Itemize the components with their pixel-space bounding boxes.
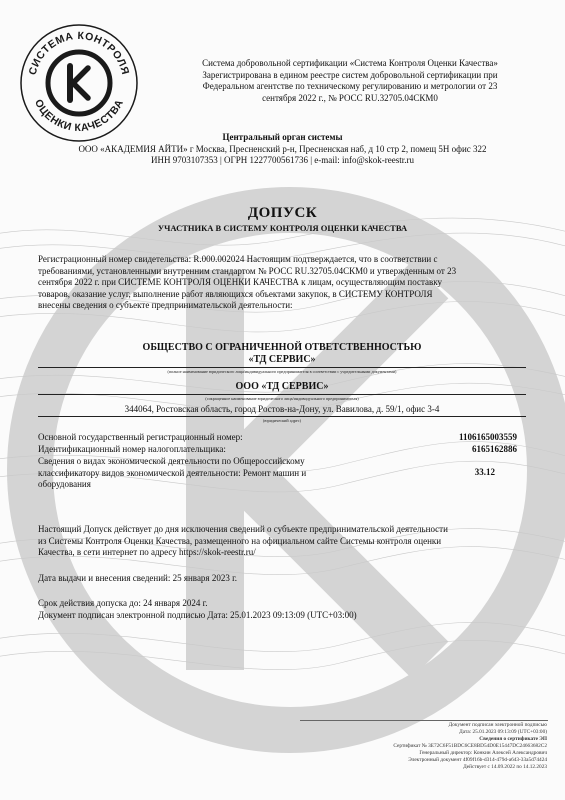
org-full-name-line: «ТД СЕРВИС» [248, 354, 316, 365]
esign-line: Документ подписан электронной подписью [448, 722, 547, 728]
system-registration-header [170, 58, 530, 104]
document-subtitle: УЧАСТНИКА В СИСТЕМУ КОНТРОЛЯ ОЦЕНКИ КАЧЕСТВА [157, 223, 408, 233]
okved-label-line: оборудования [38, 479, 91, 489]
document-title: ДОПУСК [247, 205, 318, 221]
organization-full-name [38, 342, 526, 366]
central-authority-address: ООО «АКАДЕМИЯ АЙТИ» г Москва, Пресненский р-н, Пресненская наб, д 10 стр 2, помещ 5Н офис 322 [78, 143, 487, 154]
statement-line: Регистрационный номер свидетельства: R.000.002024 Настоящим подтверждается, что в соответствии с [38, 254, 438, 264]
esign-heading: Сведения о сертификате ЭП [479, 736, 547, 742]
system-seal-logo [18, 22, 140, 144]
ogrn-value: 1106165003559 [458, 432, 517, 442]
statement-line: внесены сведения о субъекте предпринимательской деятельности: [38, 300, 293, 310]
signature-block-border [300, 720, 548, 721]
inn-label: Идентификационный номер налогоплательщика: [38, 444, 226, 454]
electronic-signature-block [247, 722, 547, 771]
header-line: Система добровольной сертификации «Система Контроля Оценки Качества» [202, 58, 498, 68]
divider-line [38, 394, 526, 395]
esign-line: Действует с 14.09.2022 по 14.12.2023 [463, 764, 547, 770]
statement-line: требованиями, установленными внутренним стандартом № РОСС RU.32705.04СКМ0 и утвержденным от 23 [38, 265, 457, 276]
header-line: Федеральном агентстве по техническому регулированию и метрологии от 23 [202, 81, 498, 91]
validity-line: Качества, в сети интернет по адресу https://skok-reestr.ru/ [38, 547, 256, 557]
central-authority-title: Центральный орган системы [222, 132, 343, 142]
central-authority-block [30, 132, 535, 167]
organization-address: 344064, Ростовская область, город Ростов-на-Дону, ул. Вавилова, д. 59/1, офис 3-4 [124, 404, 440, 414]
ogrn-label: Основной государственный регистрационный номер: [38, 432, 243, 442]
organization-short-name: ООО «ТД СЕРВИС» [235, 381, 329, 392]
okved-value: 33.12 [474, 467, 495, 477]
seal-bottom-text: ОЦЕНКИ КАЧЕСТВА [31, 97, 127, 135]
divider-line [38, 416, 526, 417]
central-authority-ids: ИНН 9703107353 | ОГРН 1227700561736 | e-mail: info@skok-reestr.ru [150, 155, 415, 165]
inn-value: 6165162886 [472, 444, 517, 454]
org-address-caption: (юридический адрес) [262, 418, 302, 423]
org-full-name-caption: (полное наименование юридического лица/индивидуального предпринимателя в соответствии с учредительными документами) [167, 369, 397, 374]
esign-line: Электронный документ 4f09f16b-d314-479d-a643-33a5d74424 [408, 757, 547, 763]
org-full-name-line: ОБЩЕСТВО С ОГРАНИЧЕННОЙ ОТВЕТСТВЕННОСТЬЮ [142, 342, 422, 353]
esign-line: Сертификат № 3E72C6F51BDC6CE8BD54D0E15447DC24663682C2 [393, 743, 547, 749]
seal-top-text: СИСТЕМА КОНТРОЛЯ [26, 29, 132, 77]
esign-line: Генеральный директор: Конкин Алексей Александрович [419, 750, 547, 756]
expiry-date: Срок действия допуска до: 24 января 2024 г. [38, 598, 208, 608]
signature-note: Документ подписан электронной подписью Дата: 25.01.2023 09:13:09 (UTC+03:00) [38, 610, 357, 620]
statement-line: товаров, оказание услуг, выполнение работ являющихся объектами закупок, в СИСТЕМУ КОНТРОЛЯ [38, 288, 433, 299]
issue-date: Дата выдачи и внесения сведений: 25 января 2023 г. [38, 573, 238, 583]
okved-label-line: Сведения о видах экономической деятельности по Общероссийскому [38, 456, 305, 466]
header-line: Зарегистрирована в едином реестре систем добровольной сертификации при [202, 69, 498, 80]
okved-label [38, 456, 338, 491]
statement-line: сентября 2022 г. при СИСТЕМЕ КОНТРОЛЯ ОЦЕНКИ КАЧЕСТВА к лицам, осуществляющим поставку [38, 277, 442, 287]
esign-line: Дата: 25.01.2023 09:13:09 (UTC+03:00) [459, 729, 547, 735]
divider-line [38, 367, 526, 368]
org-short-name-caption: (сокращенное наименование юридического лица/индивидуального предпринимателя) [205, 396, 359, 401]
header-line: сентября 2022 г., № РОСС RU.32705.04СКМ0 [262, 92, 438, 103]
validity-line: из Системы Контроля Оценки Качества, размещенного на официальном сайте Системы контроля оценки [38, 535, 442, 546]
validity-statement [38, 524, 526, 559]
certificate-statement [38, 254, 526, 312]
okved-label-line: классификатору видов экономической деятельности: Ремонт машин и [38, 467, 307, 478]
validity-line: Настоящий Допуск действует до дня исключения сведений о субъекте предпринимательской деятельности [38, 524, 448, 534]
